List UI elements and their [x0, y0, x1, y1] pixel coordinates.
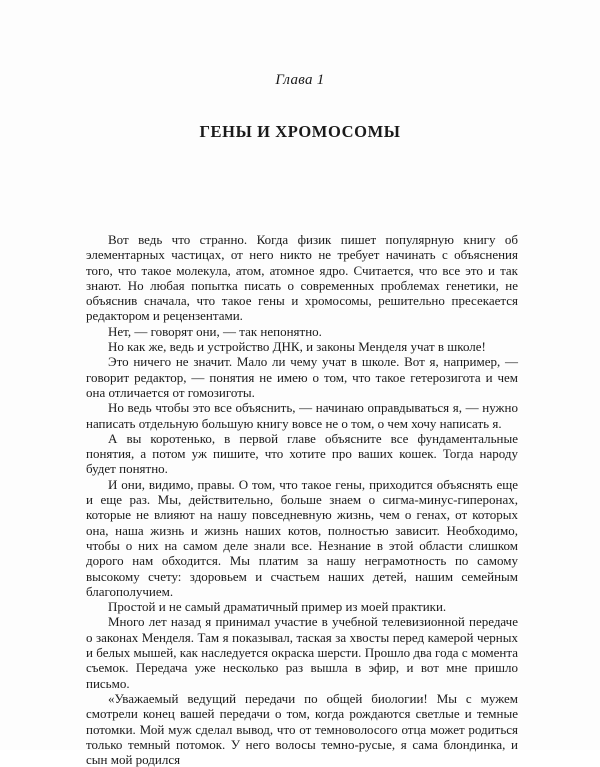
- chapter-body: [86, 232, 518, 767]
- paragraph: «Уважаемый ведущий передачи по общей биологии! Мы с мужем смотрели конец вашей передачи о том, когда рождаются светлые и темные потомки. Мой муж сделал вывод, что от темноволосого отца может родиться только темный потомок. У него волосы темно-русые, я сама блондинка, и сын мой родился: [86, 690, 518, 767]
- paragraph: Но как же, ведь и устройство ДНК, и законы Менделя учат в школе!: [108, 339, 486, 355]
- chapter-title: ГЕНЫ И ХРОМОСОМЫ: [199, 122, 401, 141]
- chapter-label: Глава 1: [275, 72, 325, 88]
- paragraph: И они, видимо, правы. О том, что такое гены, приходится объяснять еще и еще раз. Мы, действительно, больше знаем о сигма-минус-гиперонах, которые не влияют на нашу повседневную жизнь, чем о генах, от которых она, наша жизнь и жизнь наших котов, полностью зависит. Необходимо, чтобы о них на самом деле знали все. Незнание в этой области слишком дорого нам обходится. Мы платим за нашу неграмотность по самому высокому счету: здоровьем и счастьем наших детей, нашим семейным благополучием.: [86, 476, 518, 599]
- paragraph: Нет, — говорят они, — так непонятно.: [108, 323, 322, 339]
- paragraph: Но ведь чтобы это все объяснить, — начинаю оправдываться я, — нужно написать отдельную большую книгу вовсе не о том, о чем хочу написать я.: [86, 400, 518, 431]
- paragraph: Много лет назад я принимал участие в учебной телевизионной передаче о законах Менделя. Там я показывал, таская за хвосты перед камерой черных и белых мышей, как наследуется окраска шерсти. Прошло два года с момента съемок. Передача уже несколько раз вышла в эфир, и вот мне пришло письмо.: [86, 614, 518, 691]
- paragraph: Это ничего не значит. Мало ли чему учат в школе. Вот я, например, — говорит редактор, — понятия не имею о том, что такое гетерозигота и чем она отличается от гомозиготы.: [86, 354, 518, 400]
- paragraph: Вот ведь что странно. Когда физик пишет популярную книгу об элементарных частицах, от него никто не требует начинать с объяснения того, что такое молекула, атом, атомное ядро. Считается, что все это и так знают. Но любая попытка писать о современных проблемах генетики, не объяснив сначала, что такое гены и хромосомы, решительно пресекается редактором и рецензентами.: [86, 232, 518, 324]
- paragraph: Простой и не самый драматичный пример из моей практики.: [108, 599, 447, 615]
- paragraph: А вы коротенько, в первой главе объясните все фундаментальные понятия, а потом уж пишите, что хотите про ваших кошек. Тогда народу будет понятно.: [86, 430, 518, 477]
